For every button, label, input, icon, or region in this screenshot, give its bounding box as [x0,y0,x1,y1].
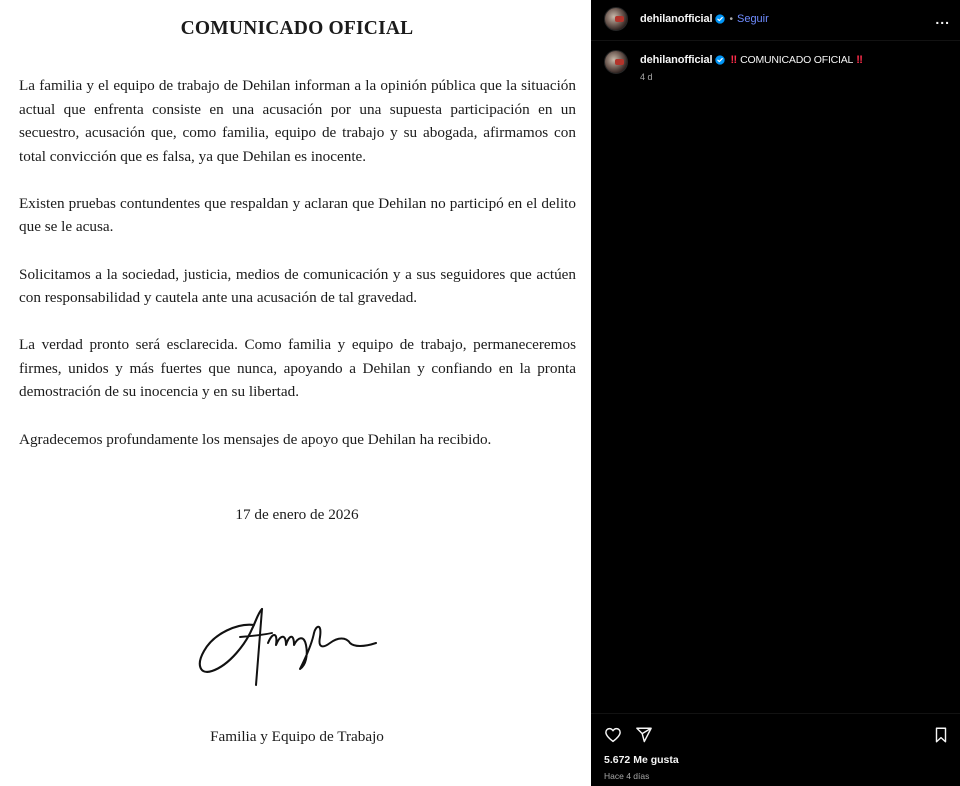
caption-line [640,54,863,66]
heart-icon[interactable] [604,726,622,744]
post-caption [604,50,950,82]
caption-content [640,50,863,82]
statement-paragraph-4: La verdad pronto será esclarecida. Como familia y equipo de trabajo, permaneceremos firmes, unidos y más fuertes que nunca, apoyando a Dehilan y confiando en la pronta demostración de su inocencia y en su libertad. [19,336,576,401]
post-header [604,6,950,32]
statement-paragraph-1: La familia y el equipo de trabajo de Dehilan informan a la opinión pública que la situación actual que enfrenta consiste en una acusación por una supuesta participación en un secuestro, acusación que, como familia, equipo de trabajo y su abogada, afirmamos con total convicción que es falsa, ya que Dehilan es inocente. [19,77,576,165]
caption-text: COMUNICADO OFICIAL [740,54,854,66]
statement-body [19,74,576,475]
actions-divider [591,713,960,714]
paper-plane-icon[interactable] [635,726,653,744]
caption-avatar[interactable] [604,50,628,74]
post-actions [604,724,950,746]
double-exclamation-icon: ‼ [730,54,738,66]
statement-paragraph-3: Solicitamos a la sociedad, justicia, medios de comunicación y a sus seguidores que actúen con responsabilidad y cautela ante una acusación de tal gravedad. [19,265,576,307]
bookmark-icon[interactable] [932,726,950,744]
caption-username[interactable]: dehilanofficial [640,54,713,66]
post-side-panel [591,0,960,786]
follow-button[interactable]: Seguir [736,13,769,25]
header-separator: • [729,13,733,25]
statement-signoff: Familia y Equipo de Trabajo [210,728,384,745]
likes-count[interactable]: 5.672 Me gusta [604,754,679,766]
caption-time[interactable]: 4 d [640,72,653,82]
header-username[interactable]: dehilanofficial [640,13,713,25]
verified-badge-icon [715,14,725,24]
statement-paragraph-5: Agradecemos profundamente los mensajes de apoyo que Dehilan ha recibido. [19,430,492,448]
post-date: Hace 4 días [604,771,650,781]
handwritten-signature [196,603,394,695]
profile-avatar[interactable] [604,7,628,31]
double-exclamation-icon: ‼ [856,54,863,66]
statement-date: 17 de enero de 2026 [235,506,359,523]
header-divider [591,40,960,41]
verified-badge-icon [715,55,725,65]
more-options-button[interactable]: ... [935,11,950,27]
statement-paragraph-2: Existen pruebas contundentes que respaldan y aclaran que Dehilan no participó en el delito que se le acusa. [19,194,576,236]
statement-title: COMUNICADO OFICIAL [180,18,414,39]
